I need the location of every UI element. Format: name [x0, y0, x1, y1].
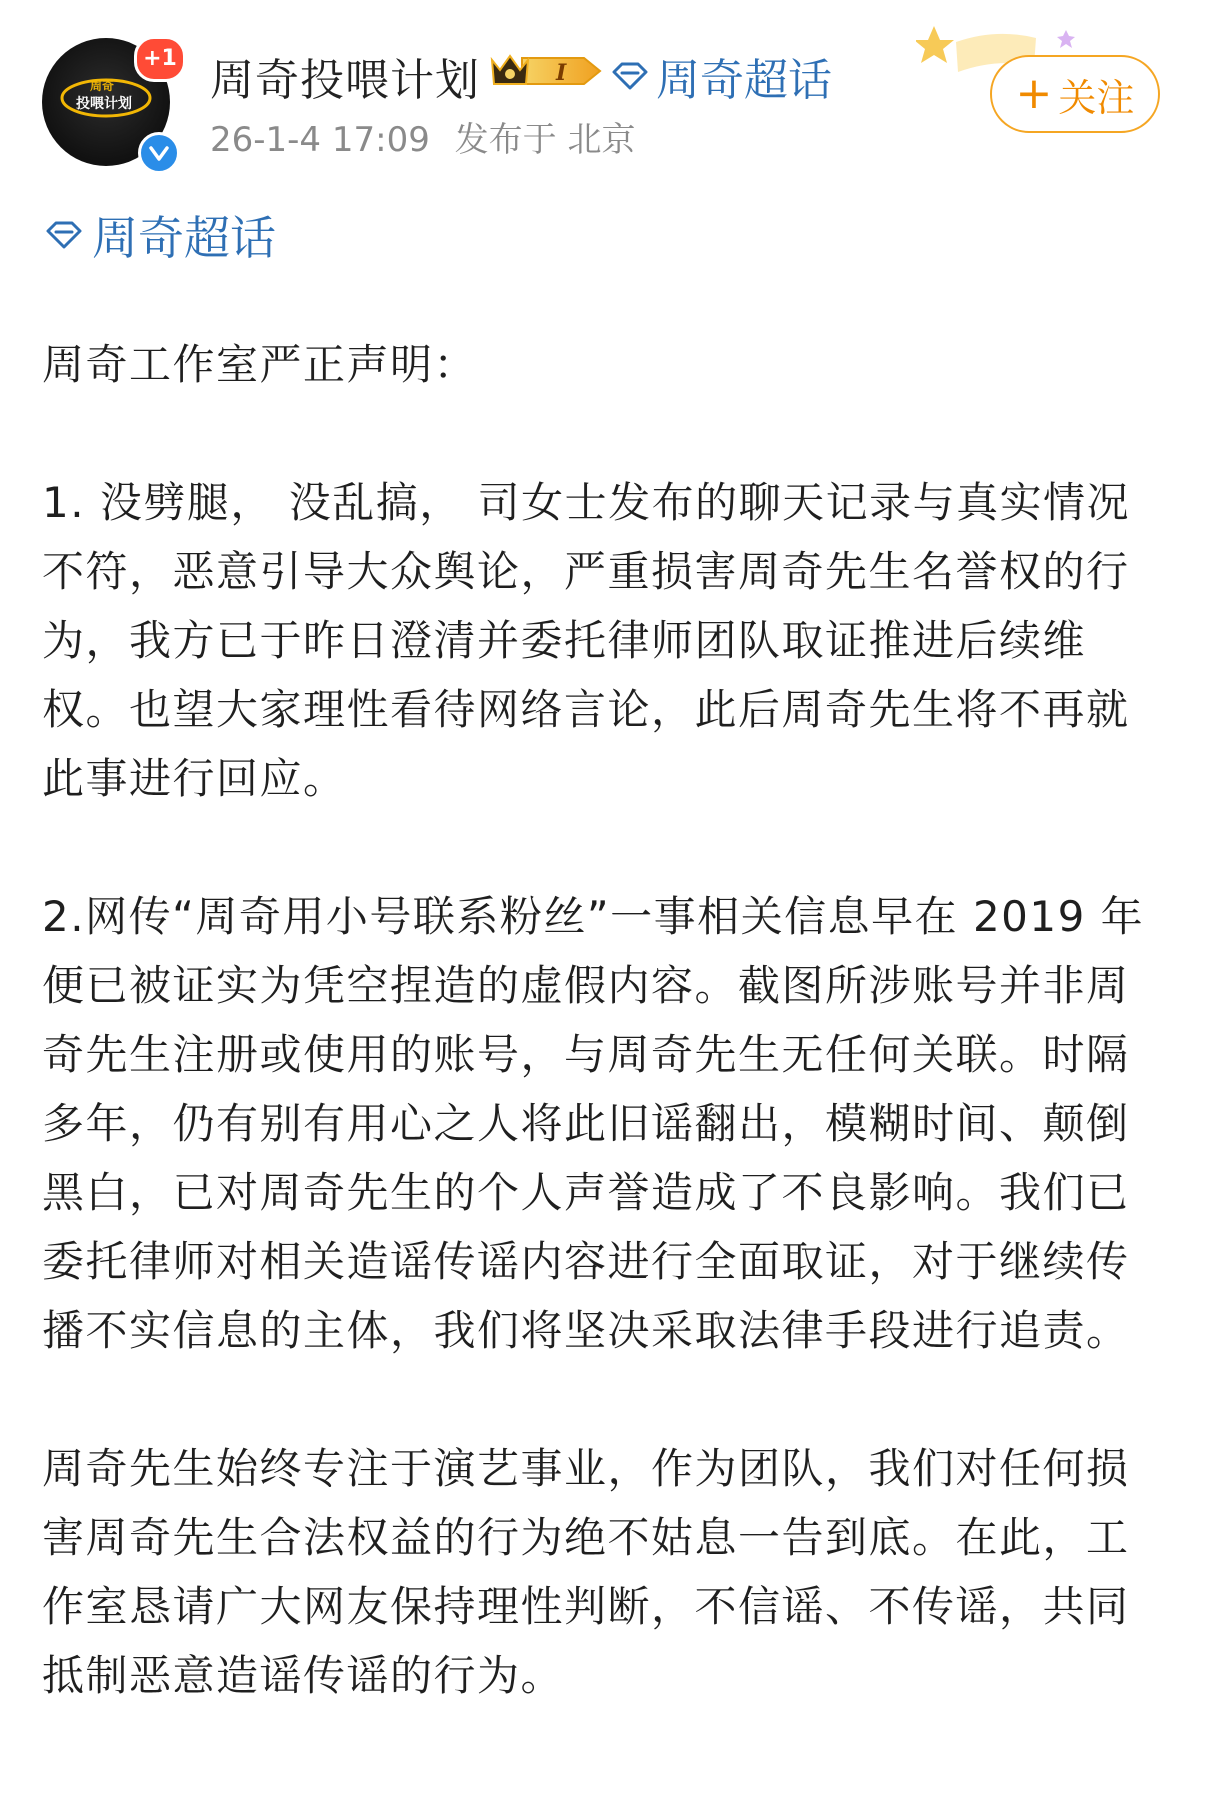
diamond-topic-icon: [44, 220, 84, 250]
bottom-fade: [0, 1755, 1205, 1815]
follow-button[interactable]: [990, 55, 1160, 133]
follow-label: 关注: [1058, 75, 1135, 120]
statement-paragraph-2: 2.网传“周奇用小号联系粉丝”一事相关信息早在 2019 年便已被证实为凭空捏造的虚假内容。截图所涉账号并非周奇先生注册或使用的账号，与周奇先生无任何关联。时隔多年，仍有别有用心之人将此旧谣翻出，模糊时间、颠倒黑白，已对周奇先生的个人声誉造成了不良影响。我们已委托律师对相关造谣传谣内容进行全面取证，对于继续传播不实信息的主体，我们将坚决采取法律手段进行追责。: [42, 892, 1145, 1355]
topic-name: 周奇超话: [656, 55, 832, 106]
statement-paragraph-1: 1. 没劈腿， 没乱搞， 司女士发布的聊天记录与真实情况不符，恶意引导大众舆论，严重损害周奇先生名誉权的行为，我方已于昨日澄清并委托律师团队取证推进后续维权。也望大家理性看待网络言论，此后周奇先生将不再就此事进行回应。: [42, 478, 1131, 803]
body-topic-name: 周奇超话: [92, 211, 276, 265]
notification-badge: +1: [134, 36, 186, 82]
published-location: 发布于 北京: [454, 120, 636, 160]
topic-link-body[interactable]: [44, 202, 276, 268]
statement-heading: 周奇工作室严正声明：: [42, 340, 478, 389]
plus-icon: +: [1015, 68, 1053, 119]
diamond-topic-icon: [610, 61, 650, 91]
post-content: [42, 330, 1172, 1710]
timestamp: 26-1-4 17:09: [210, 120, 430, 160]
username[interactable]: 周奇投喂计划: [210, 55, 480, 106]
crown-level-icon: [488, 50, 603, 92]
svg-text:周奇: 周奇: [90, 79, 115, 93]
topic-link-header[interactable]: [610, 44, 832, 108]
post-meta: [210, 112, 649, 161]
statement-paragraph-3: 周奇先生始终专注于演艺事业，作为团队，我们对任何损害周奇先生合法权益的行为绝不姑息一告到底。在此，工作室恳请广大网友保持理性判断，不信谣、不传谣，共同抵制恶意造谣传谣的行为。: [42, 1444, 1130, 1700]
svg-text:投喂计划: 投喂计划: [76, 96, 132, 112]
avatar[interactable]: [42, 38, 177, 166]
verified-icon: [138, 132, 180, 174]
level-badge-text: I: [556, 60, 567, 86]
